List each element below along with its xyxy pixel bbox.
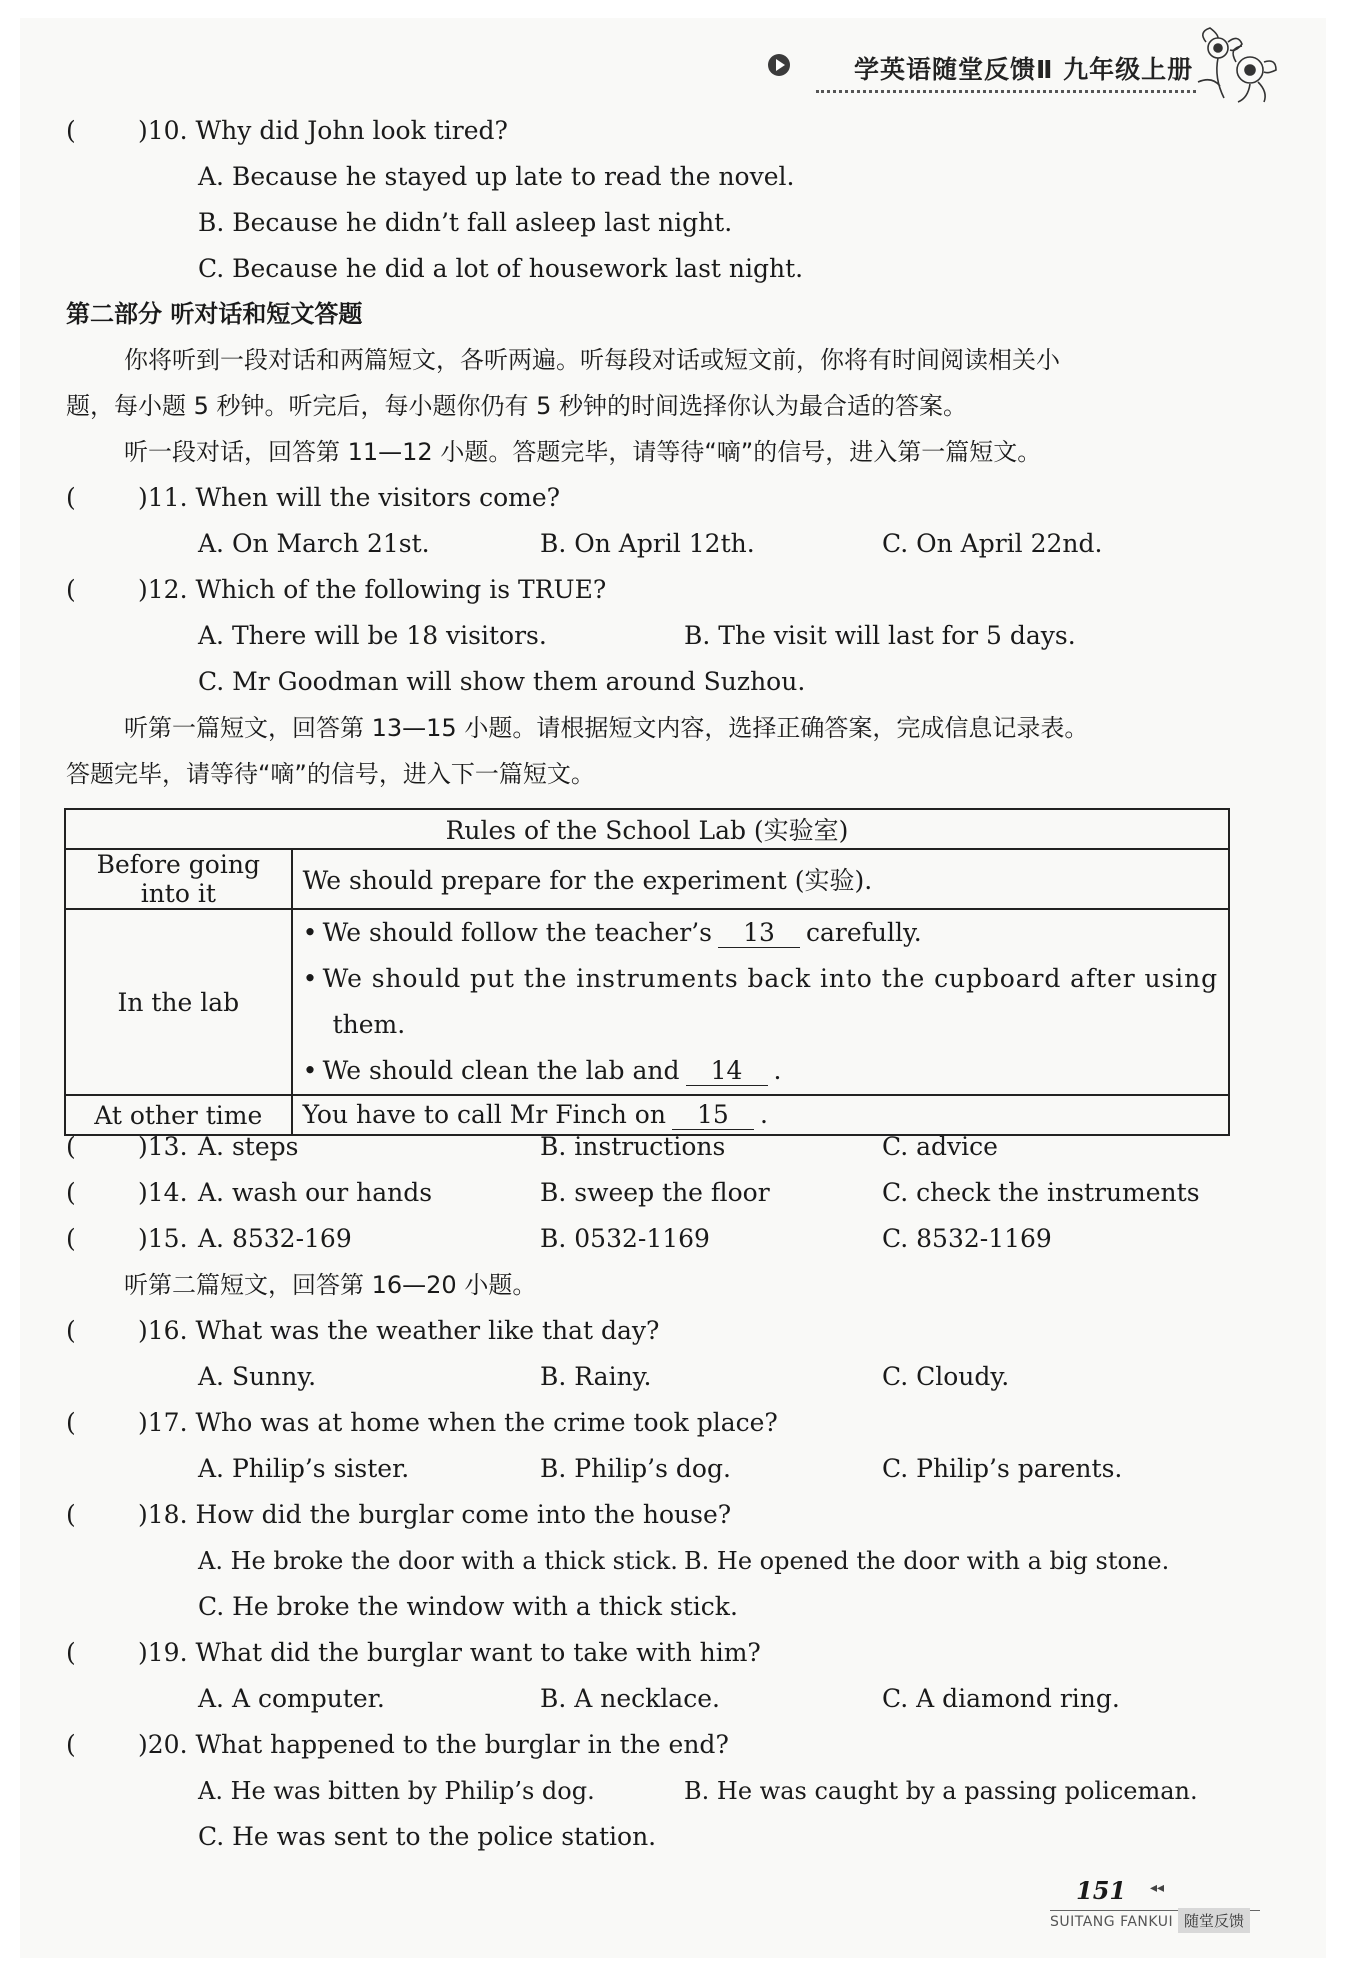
bullet-icon: • <box>302 1056 318 1085</box>
option-c: C. A diamond ring. <box>882 1684 1120 1713</box>
question-number: )15. <box>138 1224 188 1253</box>
answer-paren: ( <box>66 1224 76 1253</box>
passage-instruction: 答题完毕，请等待“嘀”的信号，进入下一篇短文。 <box>66 760 595 788</box>
row-content: We should prepare for the experiment (实验). <box>292 849 1229 909</box>
footer-brand-badge: 随堂反馈 <box>1178 1908 1250 1933</box>
section-heading: 第二部分 听对话和短文答题 <box>66 300 363 328</box>
answer-paren: ( <box>66 1730 76 1759</box>
header-dotted-rule <box>816 90 1196 93</box>
question-stem: )11. When will the visitors come? <box>138 483 561 512</box>
option-b: B. Rainy. <box>540 1362 652 1391</box>
question-stem: )12. Which of the following is TRUE? <box>138 575 607 604</box>
option-c: C. Mr Goodman will show them around Suzhou. <box>198 667 806 696</box>
question-stem: )17. Who was at home when the crime took place? <box>138 1408 778 1437</box>
rule-item-continued: them. <box>332 1010 406 1039</box>
blank-13: 13 <box>718 919 800 948</box>
option-a: A. He was bitten by Philip’s dog. <box>198 1777 595 1805</box>
option-c: C. Because he did a lot of housework last night. <box>198 254 804 283</box>
answer-paren: ( <box>66 1408 76 1437</box>
instruction-text: 你将听到一段对话和两篇短文，各听两遍。听每段对话或短文前，你将有时间阅读相关小 <box>124 346 1060 374</box>
rule-item: • We should put the instruments back into the cupboard after using <box>303 956 1218 1002</box>
question-stem: )10. Why did John look tired? <box>138 116 508 145</box>
option-c: C. advice <box>882 1132 998 1161</box>
option-b: B. On April 12th. <box>540 529 755 558</box>
option-c: C. On April 22nd. <box>882 529 1103 558</box>
answer-paren: ( <box>66 1178 76 1207</box>
bullet-icon: • <box>302 918 318 947</box>
option-a: A. A computer. <box>198 1684 385 1713</box>
answer-paren: ( <box>66 116 76 145</box>
option-a: A. wash our hands <box>198 1178 433 1207</box>
question-stem: )16. What was the weather like that day? <box>138 1316 660 1345</box>
row-content: You have to call Mr Finch on 15 . <box>292 1095 1229 1135</box>
footer-brand-en: SUITANG FANKUI <box>1050 1914 1174 1930</box>
answer-paren: ( <box>66 575 76 604</box>
instruction-text: 题，每小题 5 秒钟。听完后，每小题你仍有 5 秒钟的时间选择你认为最合适的答案。 <box>66 392 968 420</box>
option-a: A. 8532-169 <box>198 1224 352 1253</box>
option-a: A. Because he stayed up late to read the novel. <box>198 162 795 191</box>
option-b: B. 0532-1169 <box>540 1224 710 1253</box>
row-content <box>292 909 1229 1095</box>
option-a: A. Sunny. <box>198 1362 317 1391</box>
option-b: B. instructions <box>540 1132 726 1161</box>
option-a: A. He broke the door with a thick stick. <box>198 1547 678 1575</box>
row-label: In the lab <box>65 909 292 1095</box>
passage-instruction: 听第二篇短文，回答第 16—20 小题。 <box>124 1271 537 1299</box>
answer-paren: ( <box>66 1500 76 1529</box>
question-number: )14. <box>138 1178 188 1207</box>
option-c: C. Philip’s parents. <box>882 1454 1123 1483</box>
option-c: C. He broke the window with a thick stick. <box>198 1592 738 1621</box>
option-c: C. Cloudy. <box>882 1362 1010 1391</box>
question-number: )13. <box>138 1132 188 1161</box>
option-b: B. sweep the floor <box>540 1178 770 1207</box>
book-title: 学英语随堂反馈Ⅱ 九年级上册 <box>854 55 1194 84</box>
option-b: B. The visit will last for 5 days. <box>684 621 1076 650</box>
option-a: A. steps <box>198 1132 299 1161</box>
play-icon <box>768 54 790 76</box>
blank-15: 15 <box>672 1101 754 1130</box>
lab-rules-table <box>64 808 1230 1136</box>
option-a: A. Philip’s sister. <box>198 1454 410 1483</box>
dialog-instruction: 听一段对话，回答第 11—12 小题。答题完毕，请等待“嘀”的信号，进入第一篇短文。 <box>124 438 1042 466</box>
row-label: Before going into it <box>65 849 292 909</box>
flower-ornament-icon <box>1188 22 1284 118</box>
question-stem: )18. How did the burglar come into the house? <box>138 1500 732 1529</box>
answer-paren: ( <box>66 483 76 512</box>
option-b: B. Because he didn’t fall asleep last night. <box>198 208 733 237</box>
rule-item: • We should follow the teacher’s 13 carefully. <box>303 910 1218 956</box>
option-c: C. He was sent to the police station. <box>198 1822 657 1851</box>
rule-item: • We should clean the lab and 14 . <box>303 1048 1218 1094</box>
question-stem: )20. What happened to the burglar in the end? <box>138 1730 729 1759</box>
option-b: B. He was caught by a passing policeman. <box>684 1777 1198 1805</box>
option-b: B. He opened the door with a big stone. <box>684 1547 1170 1575</box>
row-label: At other time <box>65 1095 292 1135</box>
option-b: B. A necklace. <box>540 1684 720 1713</box>
blank-14: 14 <box>686 1057 768 1086</box>
table-caption: Rules of the School Lab (实验室) <box>65 809 1229 849</box>
answer-paren: ( <box>66 1638 76 1667</box>
question-stem: )19. What did the burglar want to take with him? <box>138 1638 761 1667</box>
page-number: 151 <box>1076 1876 1127 1905</box>
option-c: C. 8532-1169 <box>882 1224 1052 1253</box>
bullet-icon: • <box>302 964 319 993</box>
option-b: B. Philip’s dog. <box>540 1454 731 1483</box>
answer-paren: ( <box>66 1132 76 1161</box>
option-c: C. check the instruments <box>882 1178 1200 1207</box>
option-a: A. On March 21st. <box>198 529 430 558</box>
passage-instruction: 听第一篇短文，回答第 13—15 小题。请根据短文内容，选择正确答案，完成信息记录表。 <box>124 714 1089 742</box>
answer-paren: ( <box>66 1316 76 1345</box>
double-arrow-icon: ◂◂ <box>1150 1880 1165 1896</box>
option-a: A. There will be 18 visitors. <box>198 621 547 650</box>
